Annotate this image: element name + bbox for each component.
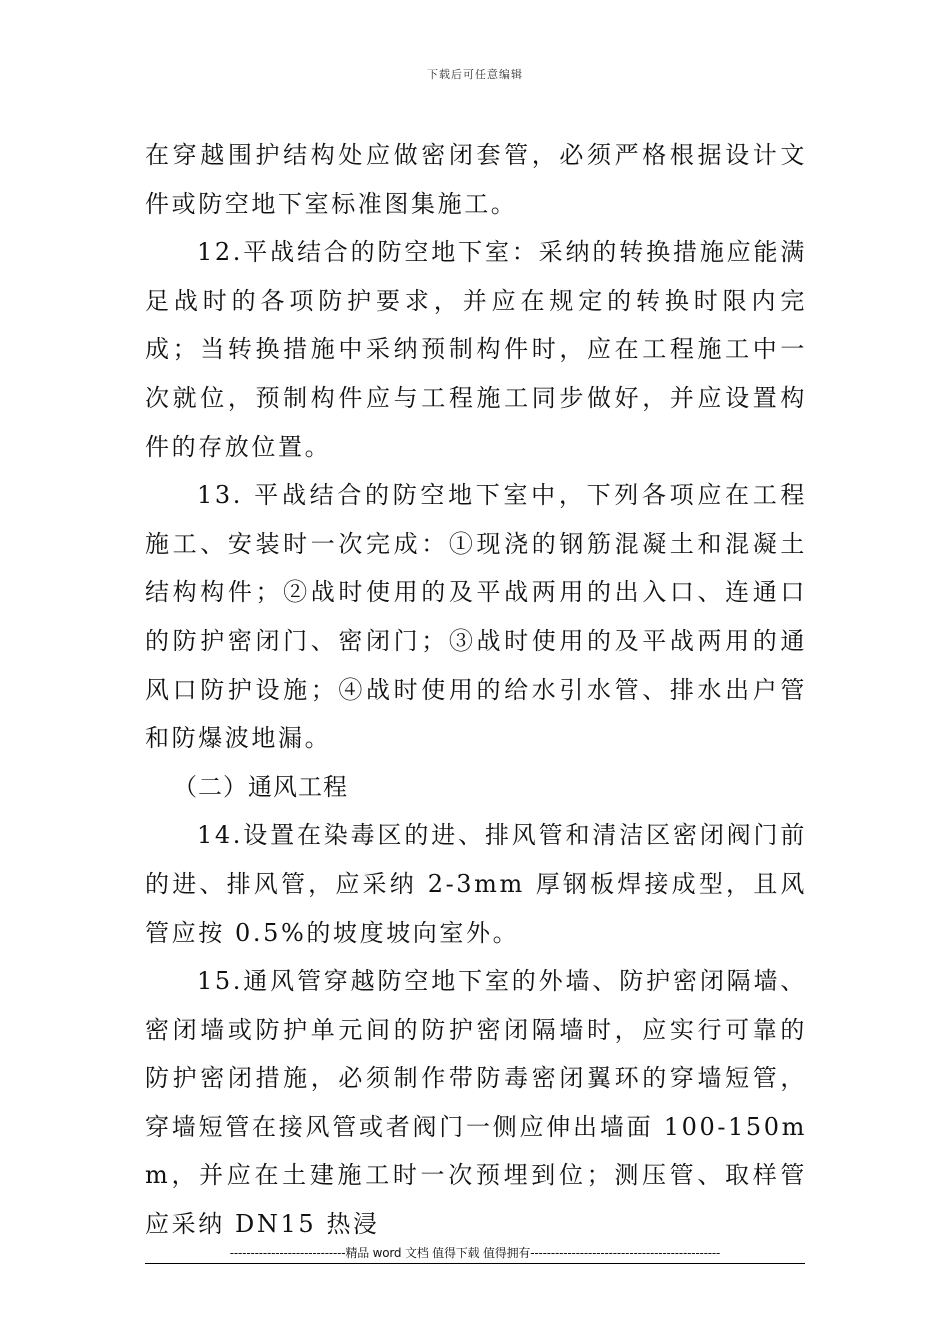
page-footer-note: ----------------------------精品 word 文档 值得下载 值得拥有---------------------------------------------- [229, 1246, 721, 1260]
paragraph-item-12: 12.平战结合的防空地下室：采纳的转换措施应能满足战时的各项防护要求，并应在规定的转换时限内完成；当转换措施中采纳预制构件时，应在工程施工中一次就位，预制构件应与工程施工同步做好，并应设置构件的存放位置。 [145, 238, 807, 461]
page-header-note: 下载后可任意编辑 [427, 68, 523, 81]
paragraph-item-13: 13. 平战结合的防空地下室中，下列各项应在工程施工、安装时一次完成：①现浇的钢筋混凝土和混凝土结构构件；②战时使用的及平战两用的出入口、连通口的防护密闭门、密闭门；③战时使用的及平战两用的通风口防护设施；④战时使用的给水引水管、排水出户管和防爆波地漏。 [145, 481, 807, 753]
paragraph-continuation: 在穿越围护结构处应做密闭套管，必须严格根据设计文件或防空地下室标准图集施工。 [145, 141, 807, 218]
section-heading-ventilation: （二）通风工程 [173, 772, 348, 801]
document-body [145, 131, 807, 1249]
paragraph-item-14: 14.设置在染毒区的进、排风管和清洁区密闭阀门前的进、排风管，应采纳 2-3mm 厚钢板焊接成型，且风管应按 0.5%的坡度坡向室外。 [145, 821, 807, 947]
paragraph-item-15: 15.通风管穿越防空地下室的外墙、防护密闭隔墙、密闭墙或防护单元间的防护密闭隔墙时，应实行可靠的防护密闭措施，必须制作带防毒密闭翼环的穿墙短管，穿墙短管在接风管或者阀门一侧应伸出墙面 100-150mm，并应在土建施工时一次预埋到位；测压管、取样管应采纳 DN15 热浸 [145, 967, 807, 1239]
footer-divider [145, 1263, 805, 1264]
